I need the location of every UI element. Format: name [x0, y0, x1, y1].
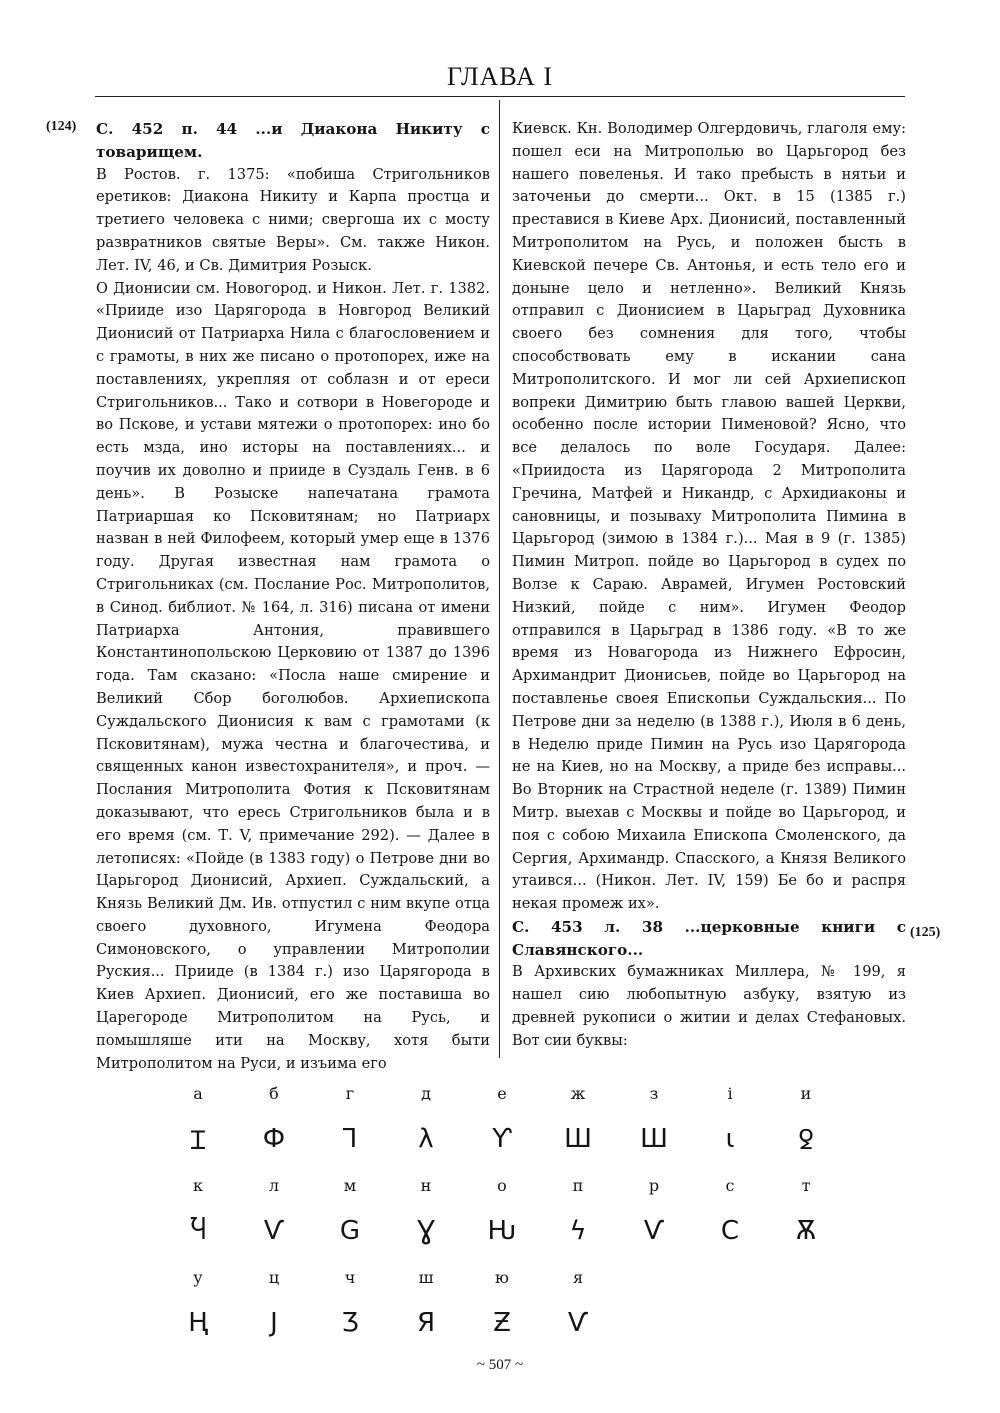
title-rule [95, 96, 905, 97]
alphabet-glyph: Ƴ [492, 1124, 512, 1154]
alphabet-letter: у [193, 1267, 203, 1287]
alphabet-letter: е [497, 1083, 507, 1103]
alphabet-letter: ч [344, 1267, 356, 1287]
note-number-right: (125) [910, 925, 941, 940]
alphabet-row-2-letters [160, 1162, 860, 1208]
alphabet-glyph: ꝿ [798, 1126, 814, 1156]
alphabet-glyph: Ф [262, 1124, 286, 1154]
alphabet-letter: і [727, 1083, 733, 1103]
alphabet-letter: з [649, 1083, 659, 1103]
alphabet-row-2-glyphs [160, 1208, 860, 1254]
note-body-124-part2: О Дионисии см. Новогород. и Никон. Лет. г. 1382. «Прииде изо Царягорода в Новгород Великий Дионисий от Патриарха Нила с благословением и с грамоты, в них же писано о протопорех, иже на поставлениях, укрепляя от соблазн и от ереси Стригольников... Тако и сотвори в Новегороде и во Пскове, и устави мятежи о протопорех: ино бо есть мзда, ино исторы на поставлениях... и поучив их доволно и прииде в Суздаль Генв. в 6 день». В Розыске напечатана грамота Патриаршая ко Псковитянам; но Патриарх назван в ней Филофеем, который умер еще в 1376 году. Другая известная нам грамота о Стригольниках (см. Послание Рос. Митрополитов, в Синод. библиот. № 164, л. 316) писана от имени Патриарха Антония, правившего Константинопольскою Церковию от 1387 до 1396 года. Там сказано: «Посла наше смирение и Великий Сбор боголюбов. Архиепископа Суждальского Дионисия к вам с грамотами (к Псковитянам), мужа честна и благочестива, и священных канон известохранителя», и проч. — Послания Митрополита Фотия к Псковитянам доказывают, что ересь Стригольников была и в его время (см. Т. V, примечание 292). — Далее в летописях: «Пойде (в 1383 году) о Петрове дни во Царьгород Дионисий, Архиеп. Суждальский, а Князь Великий Дм. Ив. отпустил с ним вкупе отца своего духовного, Игумена Феодора Симоновского, о управлении Митрополии Руския... Прииде (в 1384 г.) изо Царягорода в Киев Архиеп. Дионисий, его же поставиша во Царегороде Митрополитом на Русь, и помышляше ити на Москву, хотя быти Митрополитом на Руси, и изъима его [96, 279, 490, 1072]
alphabet-glyph: Ɣ [417, 1216, 435, 1246]
alphabet-glyph: Ѵ [567, 1308, 589, 1338]
alphabet-letter: н [420, 1175, 432, 1195]
alphabet-row-3-letters [160, 1254, 860, 1300]
alphabet-glyph: Ꞁ [342, 1124, 358, 1154]
alphabet-glyph: λ [418, 1124, 434, 1154]
chapter-title: ГЛАВА I [446, 62, 554, 91]
left-column [96, 118, 490, 1075]
alphabet-letter: м [343, 1175, 357, 1195]
alphabet-glyph: Ѵ [643, 1216, 665, 1246]
alphabet-row-1-letters [160, 1070, 860, 1116]
column-divider [499, 100, 500, 1058]
alphabet-letter: о [497, 1175, 507, 1195]
alphabet-letter: к [193, 1175, 203, 1195]
note-body-124-continued: Киевск. Кн. Володимер Олгердовичь, глаголя ему: пошел еси на Митрополью во Царьгород без нашего повеленья. И тако пребысть в нятьи и заточеньи до смерти... Окт. в 15 (1385 г.) преставися в Киеве Арх. Дионисий, поставленный Митрополитом на Русь, и положен бысть в Киевской печере Св. Антонья, и есть тело его и доныне цело и нетленно». Великий Князь отправил с Дионисием в Царьград Духовника своего без сомнения для того, чтобы способствовать ему в искании сана Митрополитского. И мог ли сей Архиепископ вопреки Димитрию быть главою вашей Церкви, особенно после истории Пименовой? Ясно, что все делалось по воле Государя. Далее: «Приидоста из Царягорода 2 Митрополита Гречина, Матфей и Никандр, с Архидиаконы и сановницы, и позываху Митрополита Пимина в Царьгород (зимою в 1384 г.)... Мая в 9 (г. 1385) Пимин Митроп. пойде во Царьгород в судех по Волзе к Сараю. Аврамей, Игумен Ростовский Низкий, пойде с ним». Игумен Феодор отправился в Царьград в 1386 году. «В то же время из Новагорода из Нижнего Ефросин, Архимандрит Дионисьев, пойде во Царьгород на поставленье своея Епископьи Суждальския... По Петрове дни за неделю (в 1388 г.), Июля в 6 день, в Неделю приде Пимин на Русь изо Царягорода не на Киев, но на Москву, а приде без исправы... Во Вторник на Страстной неделе (г. 1389) Пимин Митр. выехав с Москвы и пойде во Царьгород, и поя с собою Михаила Епископа Смоленского, да Сергия, Архимандр. Спасского, а Князя Великого утаився... (Никон. Лет. IV, 159) Бе бо и распря некая промеж их». [512, 120, 906, 913]
alphabet-glyph: Ʒ [341, 1308, 359, 1338]
alphabet-letter: п [572, 1175, 584, 1195]
alphabet-glyph: C [720, 1216, 740, 1246]
alphabet-glyph: Ң [188, 1308, 208, 1338]
alphabet-glyph: J [270, 1308, 278, 1338]
note-heading-125: С. 453 л. 38 ...церковные книги с Славянского... [512, 917, 906, 959]
alphabet-glyph: Я [416, 1308, 436, 1338]
alphabet-glyph: Ƕ [487, 1216, 517, 1246]
alphabet-glyph: Ѵ [263, 1216, 285, 1246]
note-body-125: В Архивских бумажниках Миллера, № 199, я нашел сию любопытную азбуку, взятую из древней рукописи о житии и делах Стефановых. Вот сии буквы: [512, 963, 906, 1049]
alphabet-letter: л [268, 1175, 280, 1195]
alphabet-letter: ж [570, 1083, 586, 1103]
alphabet-letter: г [345, 1083, 355, 1103]
page-number: ~ 507 ~ [476, 1357, 524, 1373]
alphabet-letter: и [800, 1083, 812, 1103]
alphabet-letter: ц [268, 1267, 280, 1287]
alphabet-letter: с [725, 1175, 735, 1195]
right-column [512, 118, 906, 1053]
alphabet-glyph: ι [725, 1124, 735, 1154]
alphabet-letter: б [269, 1083, 279, 1103]
alphabet-row-3-glyphs [160, 1300, 860, 1346]
alphabet-letter: ш [418, 1267, 434, 1287]
alphabet-glyph: Ш [640, 1124, 668, 1154]
alphabet-letter: д [421, 1083, 431, 1103]
alphabet-glyph: Ɪ [190, 1126, 206, 1156]
alphabet-letter: ю [495, 1267, 509, 1287]
alphabet-glyph: G [339, 1216, 361, 1246]
note-number-left: (124) [46, 119, 77, 134]
alphabet-letter: т [801, 1175, 811, 1195]
alphabet-glyph: Ш [564, 1124, 592, 1154]
alphabet-glyph: Ⴏ [189, 1216, 207, 1246]
alphabet-letter: я [572, 1267, 584, 1287]
alphabet-glyph: Ѫ [795, 1216, 817, 1246]
note-heading-124: С. 452 п. 44 ...и Диакона Никиту с товарищем. [96, 120, 490, 161]
alphabet-row-1-glyphs [160, 1116, 860, 1162]
note-body-124-part1: В Ростов. г. 1375: «побиша Стригольников еретиков: Диакона Никиту и Карпа простца и третиего человека с ними; свергоша их с мосту развратников святые Веры». См. также Никон. Лет. IV, 46, и Св. Димитрия Розыск. [96, 165, 490, 274]
alphabet-glyph: Ƶ [493, 1308, 511, 1338]
alphabet-letter: р [648, 1175, 660, 1195]
alphabet-letter: а [193, 1083, 203, 1103]
perm-alphabet-table [160, 1070, 860, 1346]
alphabet-glyph: ϟ [569, 1216, 587, 1246]
